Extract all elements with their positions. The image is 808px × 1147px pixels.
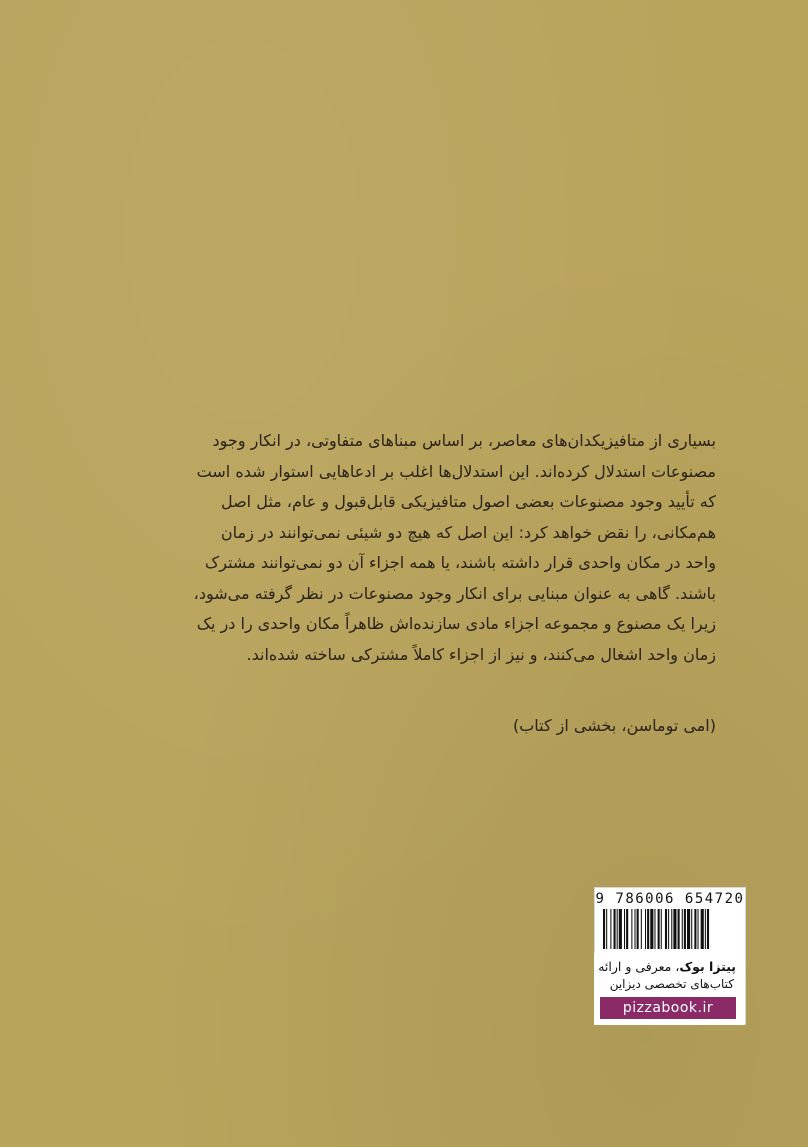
blurb-line: باشند. گاهی به عنوان مبنایی برای انکار وجود مصنوعات در نظر گرفته می‌شود، (193, 583, 716, 603)
blurb-text (104, 426, 716, 670)
barcode-bar (606, 909, 607, 949)
barcode-bar (682, 909, 683, 949)
dealer-subtitle: کتاب‌های تخصصی دیزاین (609, 977, 734, 991)
dealer-sticker (594, 953, 744, 1025)
barcode-bar (647, 909, 649, 949)
barcode-bar (650, 909, 653, 949)
barcode-bar (701, 909, 704, 949)
blurb-line: زیرا یک مصنوع و مجموعه اجزاء مادی سازنده‌اش ظاهراً مکان واحدی را در یک (196, 614, 716, 633)
blurb-line: بسیاری از متافیزیکدان‌های معاصر، بر اساس مبناهای متفاوتی، در انکار وجود (212, 431, 716, 450)
barcode-bar (671, 909, 672, 949)
blurb-line: هم‌مکانی، را نقض خواهد کرد: این اصل که هیچ دو شیئی نمی‌توانند در زمان (220, 522, 716, 542)
barcode-bar (635, 909, 636, 949)
blurb-line: زمان واحد اشغال می‌کنند، و نیز از اجزاء کاملاً مشترکی ساخته شده‌اند. (246, 644, 716, 664)
barcode-bar (619, 909, 622, 949)
barcode-bar (637, 909, 639, 949)
barcode-bars (601, 909, 739, 949)
barcode-bar (626, 909, 628, 949)
barcode-bar (691, 909, 692, 949)
barcode-bar (705, 909, 706, 949)
blurb-line: مصنوعات استدلال کرده‌اند. این استدلال‌ها اغلب بر ادعاهایی استوار شده است (196, 461, 716, 481)
barcode-bar (673, 909, 676, 949)
barcode-bar (617, 909, 618, 949)
barcode-bar (614, 909, 616, 949)
isbn-digits: 9 786006 654720 (595, 891, 745, 907)
dealer-url: pizzabook.ir (600, 997, 736, 1019)
dealer-brand: پیتزا بوک (679, 959, 736, 974)
barcode-bar (707, 909, 709, 949)
barcode-bar (624, 909, 625, 949)
dealer-tagline: ، معرفی و ارائه (598, 959, 680, 974)
barcode-bar (645, 909, 646, 949)
barcode-bar (610, 909, 611, 949)
barcode-bar (678, 909, 680, 949)
barcode-bar (684, 909, 686, 949)
blurb-line: واحد در مکان واحدی قرار داشته باشند، یا همه اجزاء آن دو نمی‌توانند مشترک (204, 553, 716, 572)
barcode-bar (665, 909, 667, 949)
barcode-bar (603, 909, 605, 949)
barcode-bar (687, 909, 690, 949)
barcode-bar (698, 909, 699, 949)
barcode-bar (641, 909, 642, 949)
barcode-bar (631, 909, 632, 949)
blurb-attribution: (امی توماسن، بخشی از کتاب) (512, 716, 716, 735)
barcode-bar (661, 909, 662, 949)
blurb-line: که تأیید وجود مصنوعات بعضی اصول متافیزیکی قابل‌قبول و عام، مثل اصل (220, 492, 716, 511)
barcode-bar (658, 909, 660, 949)
barcode-bar (694, 909, 696, 949)
barcode-bar (668, 909, 669, 949)
barcode-bar (654, 909, 655, 949)
dealer-name (598, 959, 736, 974)
